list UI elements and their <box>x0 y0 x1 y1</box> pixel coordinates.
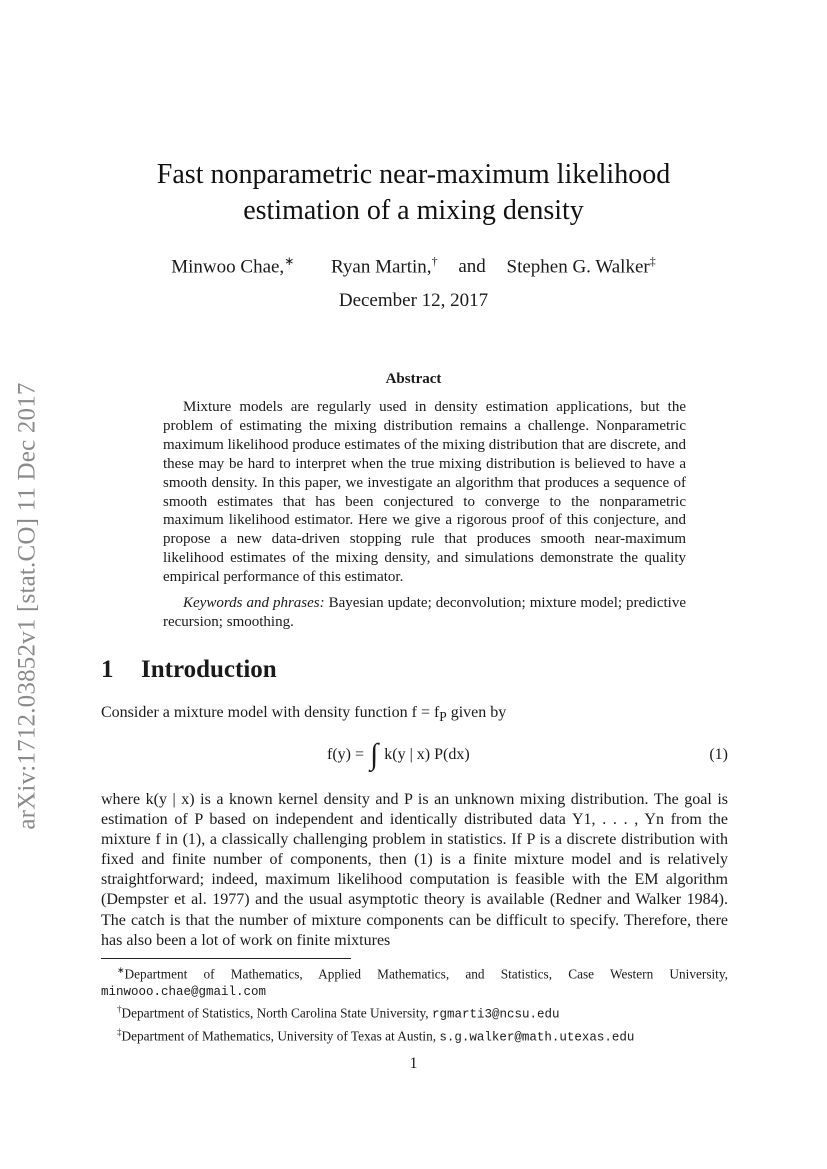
equation-1 <box>101 740 728 780</box>
intro-lead-subscript: P <box>439 709 447 725</box>
keywords-list: Bayesian update; deconvolution; mixture model; predictive recursion; smoothing. <box>163 595 687 630</box>
section-heading <box>101 656 728 684</box>
keywords <box>163 594 686 632</box>
title-line-1: Fast nonparametric near-maximum likelihood <box>156 159 671 190</box>
publication-date: December 12, 2017 <box>338 290 489 311</box>
keywords-label: Keywords and phrases: <box>183 595 325 611</box>
equation-rhs: k(y | x) P(dx) <box>384 746 470 763</box>
intro-lead-end: given by <box>446 704 507 721</box>
section-number: 1 <box>101 656 114 683</box>
integral-sign: ∫ <box>370 738 379 772</box>
author-conjunction: and <box>458 256 486 278</box>
footnote-1-email: minwooo.chae@gmail.com <box>101 985 267 1000</box>
footnote-1 <box>101 962 728 1001</box>
footnote-2-mark: † <box>117 1004 122 1015</box>
footnote-3-text: Department of Mathematics, University of Texas at Austin, <box>121 1028 437 1044</box>
author-3: Stephen G. Walker <box>506 256 650 278</box>
arxiv-identifier: arXiv:1712.03852v1 [stat.CO] 11 Dec 2017 <box>14 382 42 830</box>
footnote-2-email: rgmarti3@ncsu.edu <box>431 1007 560 1022</box>
footnote-1-mark: ∗ <box>117 965 125 975</box>
author-3-mark: ‡ <box>649 254 656 268</box>
title-line-2: estimation of a mixing density <box>243 195 584 226</box>
intro-lead-sentence <box>101 703 728 727</box>
footnote-2-text: Department of Statistics, North Carolina State University, <box>121 1005 429 1021</box>
section-title: Introduction <box>141 656 277 683</box>
footnotes <box>101 962 728 1046</box>
footnote-3 <box>101 1024 728 1046</box>
equation-body <box>327 738 470 772</box>
footnote-3-mark: ‡ <box>117 1026 122 1037</box>
author-list <box>100 248 727 280</box>
page-number: 1 <box>409 1055 418 1072</box>
equation-lhs: f(y) = <box>327 746 365 763</box>
author-2: Ryan Martin, <box>331 256 432 278</box>
author-1: Minwoo Chae, <box>171 256 285 278</box>
intro-lead-text: Consider a mixture model with density function f = f <box>101 704 440 721</box>
footnote-2 <box>101 1001 728 1023</box>
footnote-1-text: Department of Mathematics, Applied Mathematics, and Statistics, Case Western University, <box>124 966 728 982</box>
arxiv-sidebar-stamp <box>6 352 50 860</box>
footnote-3-email: s.g.walker@math.utexas.edu <box>439 1030 635 1045</box>
author-1-mark: ∗ <box>284 254 295 268</box>
footnote-rule <box>101 958 351 959</box>
author-2-mark: † <box>431 254 438 268</box>
abstract-heading: Abstract <box>385 371 442 387</box>
intro-paragraph: where k(y | x) is a known kernel density and P is an unknown mixing distribution. The goal is estimation of P based on independent and identically distributed data Y1, . . . , Yn from the mixture f in (1), a classically challenging problem in statistics. If P is a discrete distribution with fixed and finite number of components, then (1) is a finite mixture model and is relatively straightforward; indeed, maximum likelihood computation is feasible with the EM algorithm (Dempster et al. 1977) and the usual asymptotic theory is available (Redner and Walker 1984). The catch is that the number of mixture components can be difficult to specify. Therefore, there has also been a lot of work on finite mixtures <box>101 791 728 949</box>
equation-number: (1) <box>709 746 728 763</box>
paper-title <box>100 157 727 229</box>
abstract-text: Mixture models are regularly used in density estimation applications, but the problem of estimating the mixing distribution remains a challenge. Nonparametric maximum likelihood produce estimates of the mixing distribution that are discrete, and these may be hard to interpret when the true mixing distribution is believed to have a smooth density. In this paper, we investigate an algorithm that produces a sequence of smooth estimates that has been conjectured to converge to the nonparametric maximum likelihood estimator. Here we give a rigorous proof of this conjecture, and propose a new data-driven stopping rule that produces smooth near-maximum likelihood estimates of the mixing density, and simulations demonstrate the quality empirical performance of this estimator. <box>163 399 686 586</box>
